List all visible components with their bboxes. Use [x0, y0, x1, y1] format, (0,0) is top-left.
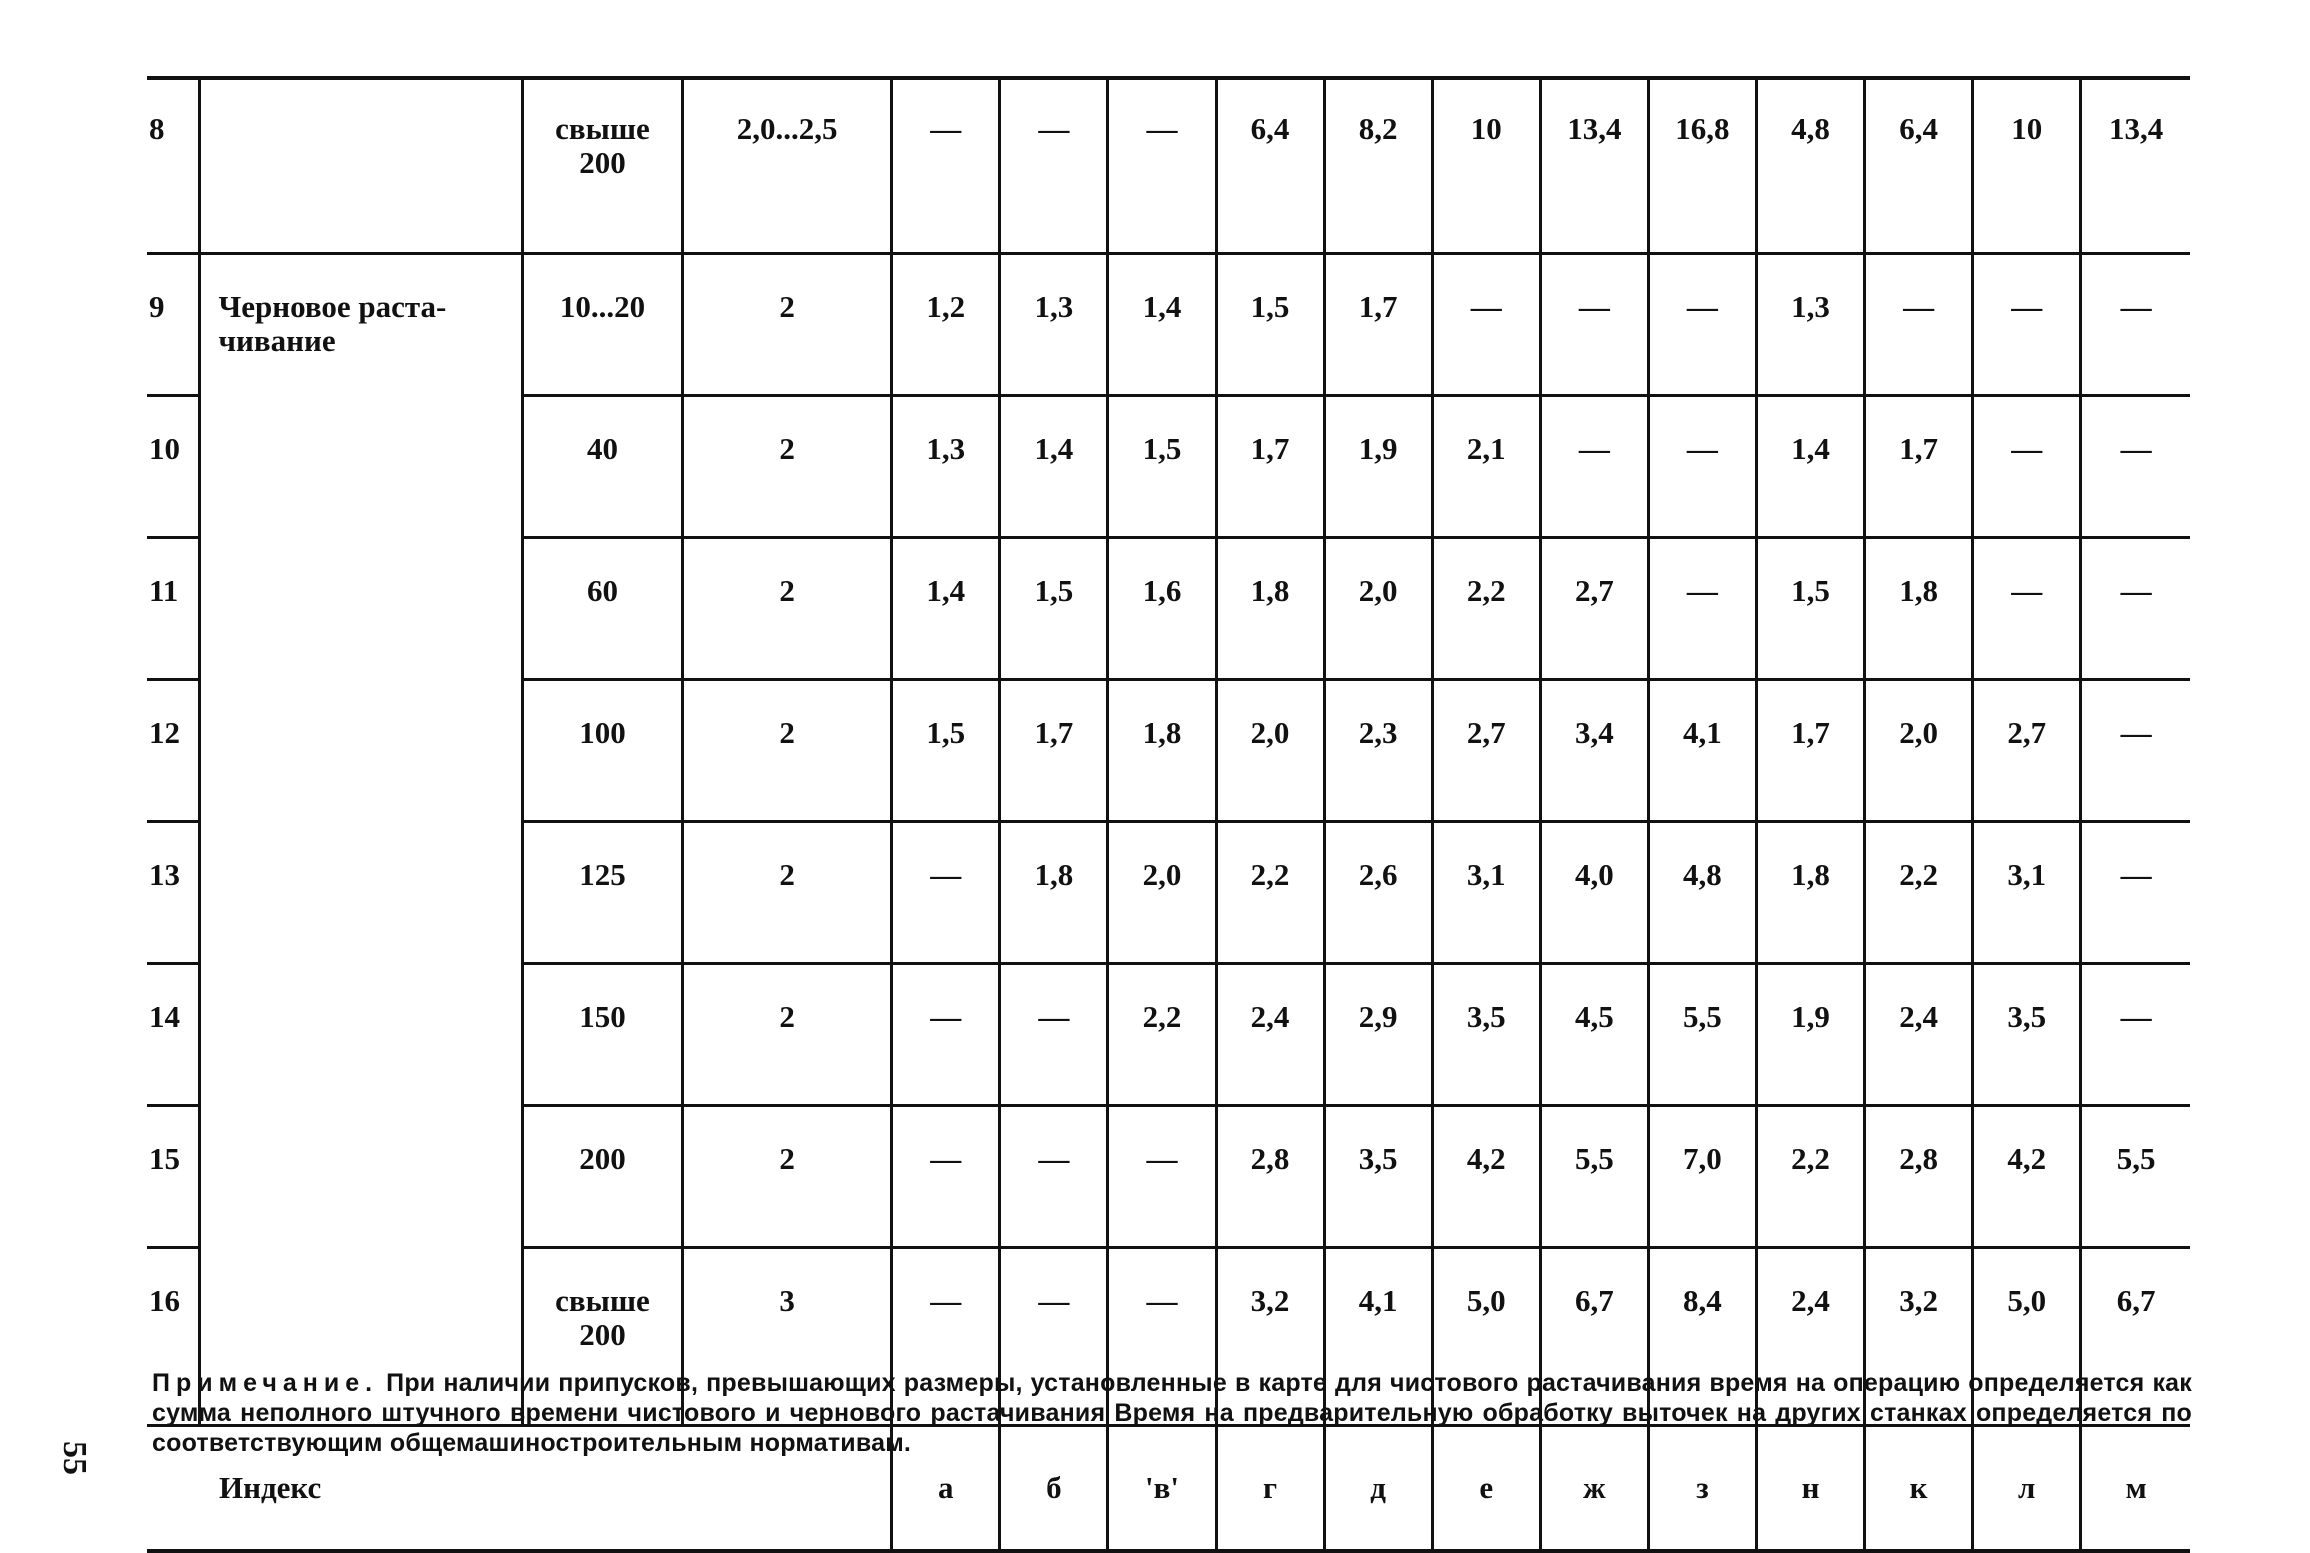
value-cell: 1,4	[1756, 396, 1864, 538]
note-text: При наличии припусков, превышающих размеры, установленные в карте для чистового растачивания время на операцию определяется как сумма неполного штучного времени чистового и чернового растачивания Время на предварительную обработку выточек на других станках определяется по соответствующим общемашиностроительным нормативам.	[152, 1369, 2192, 1457]
value-cell: 5,0	[1973, 1248, 2081, 1426]
value-cell: 1,7	[1324, 254, 1432, 396]
value-cell: 2,0	[1216, 680, 1324, 822]
value-cell: 2,0	[1108, 822, 1216, 964]
value-cell: —	[1540, 396, 1648, 538]
value-cell: 3,1	[1432, 822, 1540, 964]
value-cell: 5,0	[1432, 1248, 1540, 1426]
index-letter: к	[1865, 1426, 1973, 1552]
value-cell: 2,2	[1432, 538, 1540, 680]
value-cell: 1,5	[1000, 538, 1108, 680]
value-cell: —	[1648, 254, 1756, 396]
value-cell: 4,8	[1756, 78, 1864, 254]
index-letter: г	[1216, 1426, 1324, 1552]
value-cell: 8,4	[1648, 1248, 1756, 1426]
value-cell: 1,5	[892, 680, 1000, 822]
value-cell: 8,2	[1324, 78, 1432, 254]
page-number: 55	[56, 1441, 93, 1475]
value-cell: 2,6	[1324, 822, 1432, 964]
value-cell: 4,2	[1432, 1106, 1540, 1248]
value-cell: 2,2	[1108, 964, 1216, 1106]
value-cell: —	[1108, 1106, 1216, 1248]
value-cell: 1,8	[1108, 680, 1216, 822]
value-cell: 1,4	[1000, 396, 1108, 538]
size-cell	[522, 78, 682, 254]
size-cell: 150	[522, 964, 682, 1106]
table-row	[147, 78, 2190, 254]
value-cell: 1,7	[1000, 680, 1108, 822]
value-cell: 1,3	[1756, 254, 1864, 396]
value-cell: 7,0	[1648, 1106, 1756, 1248]
value-cell: 16,8	[1648, 78, 1756, 254]
size-line-2: 200	[579, 145, 626, 180]
value-cell: 1,4	[892, 538, 1000, 680]
value-cell: —	[2081, 538, 2190, 680]
table-row	[147, 254, 2190, 396]
value-cell: —	[1865, 254, 1973, 396]
value-cell: 3,2	[1216, 1248, 1324, 1426]
size-cell: 100	[522, 680, 682, 822]
value-cell: 2,0	[1324, 538, 1432, 680]
value-cell: —	[2081, 254, 2190, 396]
value-cell: 4,5	[1540, 964, 1648, 1106]
value-cell: 1,3	[1000, 254, 1108, 396]
value-cell: 2,1	[1432, 396, 1540, 538]
value-cell: 6,7	[1540, 1248, 1648, 1426]
value-cell: 13,4	[2081, 78, 2190, 254]
row-number: 8	[147, 78, 199, 254]
value-cell: —	[2081, 396, 2190, 538]
value-cell: 1,8	[1756, 822, 1864, 964]
value-cell: 2,2	[1865, 822, 1973, 964]
value-cell: 3,5	[1324, 1106, 1432, 1248]
value-cell: 5,5	[2081, 1106, 2190, 1248]
value-cell: 2,2	[1756, 1106, 1864, 1248]
value-cell: —	[1432, 254, 1540, 396]
row-number: 13	[147, 822, 199, 964]
index-letter: л	[1973, 1426, 2081, 1552]
index-letter: б	[1000, 1426, 1108, 1552]
value-cell: 3,4	[1540, 680, 1648, 822]
value-cell: 5,5	[1648, 964, 1756, 1106]
value-cell: 2,0	[1865, 680, 1973, 822]
value-cell: 4,1	[1324, 1248, 1432, 1426]
note-label: Примечание.	[152, 1369, 379, 1397]
value-cell: 1,4	[1108, 254, 1216, 396]
value-cell: —	[2081, 680, 2190, 822]
index-letter: д	[1324, 1426, 1432, 1552]
depth-cell: 2	[683, 254, 892, 396]
value-cell: 1,5	[1756, 538, 1864, 680]
value-cell: 6,4	[1865, 78, 1973, 254]
value-cell: 1,9	[1324, 396, 1432, 538]
row-number: 16	[147, 1248, 199, 1426]
value-cell: 3,5	[1432, 964, 1540, 1106]
value-cell: —	[892, 78, 1000, 254]
index-letter: ж	[1540, 1426, 1648, 1552]
depth-cell: 2,0...2,5	[683, 78, 892, 254]
value-cell: —	[892, 822, 1000, 964]
depth-cell: 2	[683, 538, 892, 680]
value-cell: 6,4	[1216, 78, 1324, 254]
value-cell: 4,0	[1540, 822, 1648, 964]
index-letter: м	[2081, 1426, 2190, 1552]
value-cell: —	[892, 1106, 1000, 1248]
size-line-1: свыше	[555, 1283, 650, 1318]
value-cell: 2,7	[1540, 538, 1648, 680]
size-cell: 10...20	[522, 254, 682, 396]
value-cell: 1,9	[1756, 964, 1864, 1106]
value-cell: 10	[1973, 78, 2081, 254]
depth-cell: 3	[683, 1248, 892, 1426]
value-cell: —	[1648, 396, 1756, 538]
index-letter: з	[1648, 1426, 1756, 1552]
row-number: 10	[147, 396, 199, 538]
value-cell: —	[1000, 964, 1108, 1106]
value-cell: 2,2	[1216, 822, 1324, 964]
value-cell: 1,7	[1865, 396, 1973, 538]
value-cell: —	[1648, 538, 1756, 680]
depth-cell: 2	[683, 1106, 892, 1248]
value-cell: 1,3	[892, 396, 1000, 538]
index-label: Индекс	[147, 1426, 892, 1552]
size-cell: 40	[522, 396, 682, 538]
value-cell: 3,2	[1865, 1248, 1973, 1426]
operation-name-line-1: Черновое раста-	[218, 289, 447, 324]
index-letter: 'в'	[1108, 1426, 1216, 1552]
value-cell: —	[1000, 1106, 1108, 1248]
value-cell: 2,3	[1324, 680, 1432, 822]
value-cell: 2,4	[1216, 964, 1324, 1106]
value-cell: —	[1540, 254, 1648, 396]
value-cell: 1,7	[1756, 680, 1864, 822]
value-cell: 1,5	[1108, 396, 1216, 538]
value-cell: —	[1973, 254, 2081, 396]
value-cell: 4,2	[1973, 1106, 2081, 1248]
value-cell: 1,2	[892, 254, 1000, 396]
operation-name-line-2: чивание	[218, 323, 336, 358]
value-cell: 13,4	[1540, 78, 1648, 254]
value-cell: —	[1108, 78, 1216, 254]
size-line-1: свыше	[555, 111, 650, 146]
value-cell: 2,8	[1865, 1106, 1973, 1248]
value-cell: 3,5	[1973, 964, 2081, 1106]
value-cell: —	[892, 1248, 1000, 1426]
row-number: 12	[147, 680, 199, 822]
size-line-2: 200	[579, 1317, 626, 1352]
size-cell: 60	[522, 538, 682, 680]
value-cell: —	[1973, 538, 2081, 680]
value-cell: 1,7	[1216, 396, 1324, 538]
row-number: 14	[147, 964, 199, 1106]
size-cell: 125	[522, 822, 682, 964]
value-cell: 1,6	[1108, 538, 1216, 680]
value-cell: 2,4	[1756, 1248, 1864, 1426]
table-body	[147, 78, 2190, 1551]
operation-name	[199, 254, 522, 1426]
value-cell: —	[1973, 396, 2081, 538]
depth-cell: 2	[683, 964, 892, 1106]
value-cell: 4,8	[1648, 822, 1756, 964]
value-cell: —	[2081, 822, 2190, 964]
row-number: 9	[147, 254, 199, 396]
value-cell: 2,8	[1216, 1106, 1324, 1248]
value-cell: —	[1000, 78, 1108, 254]
value-cell: 1,8	[1865, 538, 1973, 680]
value-cell: 2,7	[1432, 680, 1540, 822]
value-cell: —	[1000, 1248, 1108, 1426]
row-number: 15	[147, 1106, 199, 1248]
value-cell: 4,1	[1648, 680, 1756, 822]
index-letter: е	[1432, 1426, 1540, 1552]
value-cell: —	[1108, 1248, 1216, 1426]
operation-cell-empty	[199, 78, 522, 254]
value-cell: —	[2081, 964, 2190, 1106]
value-cell: 2,9	[1324, 964, 1432, 1106]
size-cell: 200	[522, 1106, 682, 1248]
value-cell: 2,4	[1865, 964, 1973, 1106]
value-cell: 1,5	[1216, 254, 1324, 396]
norms-table	[147, 76, 2190, 1553]
footnote	[152, 1368, 2192, 1458]
value-cell: —	[892, 964, 1000, 1106]
value-cell: 1,8	[1000, 822, 1108, 964]
depth-cell: 2	[683, 680, 892, 822]
depth-cell: 2	[683, 822, 892, 964]
depth-cell: 2	[683, 396, 892, 538]
value-cell: 5,5	[1540, 1106, 1648, 1248]
value-cell: 10	[1432, 78, 1540, 254]
value-cell: 2,7	[1973, 680, 2081, 822]
row-number: 11	[147, 538, 199, 680]
value-cell: 1,8	[1216, 538, 1324, 680]
value-cell: 6,7	[2081, 1248, 2190, 1426]
value-cell: 3,1	[1973, 822, 2081, 964]
index-letter: н	[1756, 1426, 1864, 1552]
index-letter: а	[892, 1426, 1000, 1552]
